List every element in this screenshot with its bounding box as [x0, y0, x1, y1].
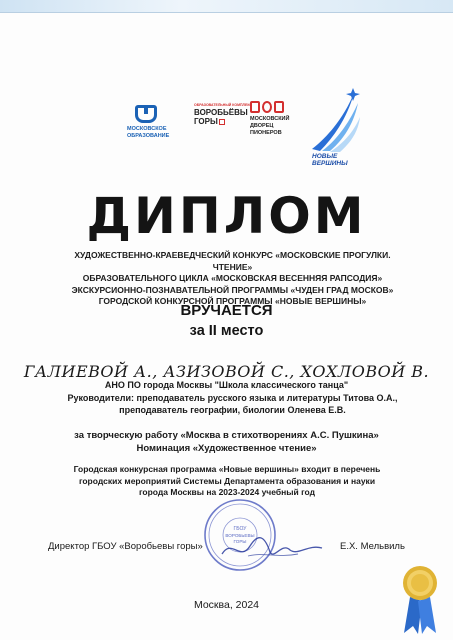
program-line-2: городских мероприятий Системы Департамента образования и науки — [78, 475, 376, 486]
director-label: Директор ГБОУ «Воробьевы горы» — [48, 541, 203, 552]
moscow-education-line-1: МОСКОВСКОЕ — [127, 126, 167, 132]
footer-place-year: Москва, 2024 — [193, 599, 260, 611]
vorobyovy-gory-line-1: ВОРОБЬЁВЫ — [194, 108, 248, 117]
moscow-education-line-2: ОБРАЗОВАНИЕ — [127, 133, 170, 139]
stamp-line-3: ГОРЫ — [233, 539, 247, 544]
mdp-line-1: МОСКОВСКИЙ — [250, 116, 290, 122]
work-title: за творческую работу «Москва в стихотворениях А.С. Пушкина» — [74, 430, 379, 441]
program-note — [38, 464, 416, 499]
place-text: за II место — [189, 323, 264, 339]
stamp-line-1: ГБОУ — [233, 526, 247, 532]
top-band-divider — [0, 12, 453, 13]
stamp-line-2: ВОРОБЬЕВЫ — [225, 533, 255, 538]
contest-line-3: ЭКСКУРСИОННО-ПОЗНАВАТЕЛЬНОЙ ПРОГРАММЫ «ЧУДЕН ГРАД МОСКОВ» — [71, 284, 394, 295]
vorobyovy-gory-square-icon — [219, 119, 225, 125]
medal-ribbon-icon — [396, 563, 444, 635]
contest-line-2: ОБРАЗОВАТЕЛЬНОГО ЦИКЛА «МОСКОВСКАЯ ВЕСЕННЯЯ РАПСОДИЯ» — [82, 273, 383, 283]
top-decorative-band — [0, 0, 453, 12]
contest-description — [60, 250, 405, 308]
program-line-1: Городская конкурсная программа «Новые вершины» входит в перечень — [73, 464, 381, 474]
new-heights-line-2: ВЕРШИНЫ — [312, 160, 348, 167]
awarded-heading: ВРУЧАЕТСЯ — [180, 302, 273, 319]
new-heights-swoosh-icon — [300, 85, 370, 155]
moscow-education-text — [127, 126, 193, 140]
program-line-3: города Москвы на 2023-2024 учебный год — [138, 487, 315, 497]
vorobyovy-gory-small-text: ОБРАЗОВАТЕЛЬНЫЙ КОМПЛЕКС — [194, 103, 252, 107]
leaders-block — [40, 393, 425, 416]
contest-line-4: ГОРОДСКОЙ КОНКУРСНОЙ ПРОГРАММЫ «НОВЫЕ ВЕРШИНЫ» — [98, 296, 367, 306]
mdp-line-2: ДВОРЕЦ — [250, 123, 274, 129]
work-block — [40, 430, 413, 455]
vorobyovy-gory-line-2: ГОРЫ — [194, 117, 218, 126]
organization-name: АНО ПО города Москвы "Школа классического танца" — [104, 380, 349, 390]
vorobyovy-gory-logo — [194, 103, 252, 143]
moscow-education-logo — [127, 105, 193, 155]
mdp-line-3: ПИОНЕРОВ — [250, 130, 282, 136]
new-heights-text — [312, 153, 348, 167]
nomination: Номинация «Художественное чтение» — [136, 442, 317, 454]
leaders-line-2: преподаватель географии, биологии Оленева Е.В. — [119, 404, 346, 415]
leaders-line-1: Руководители: преподаватель русского языка и литературы Титова О.А., — [67, 393, 398, 403]
new-heights-line-1: НОВЫЕ — [312, 153, 338, 160]
new-heights-logo — [300, 85, 370, 175]
recipient-names: ГАЛИЕВОЙ А., АЗИЗОВОЙ С., ХОХЛОВОЙ В. — [23, 362, 430, 381]
signer-name: Е.Х. Мельвиль — [340, 541, 405, 552]
handwritten-signature — [218, 532, 328, 566]
diploma-title: ДИПЛОМ — [86, 187, 367, 245]
contest-line-1: ХУДОЖЕСТВЕННО-КРАЕВЕДЧЕСКИЙ КОНКУРС «МОСКОВСКИЕ ПРОГУЛКИ. ЧТЕНИЕ» — [74, 250, 391, 272]
moscow-education-mark-icon — [135, 105, 157, 123]
